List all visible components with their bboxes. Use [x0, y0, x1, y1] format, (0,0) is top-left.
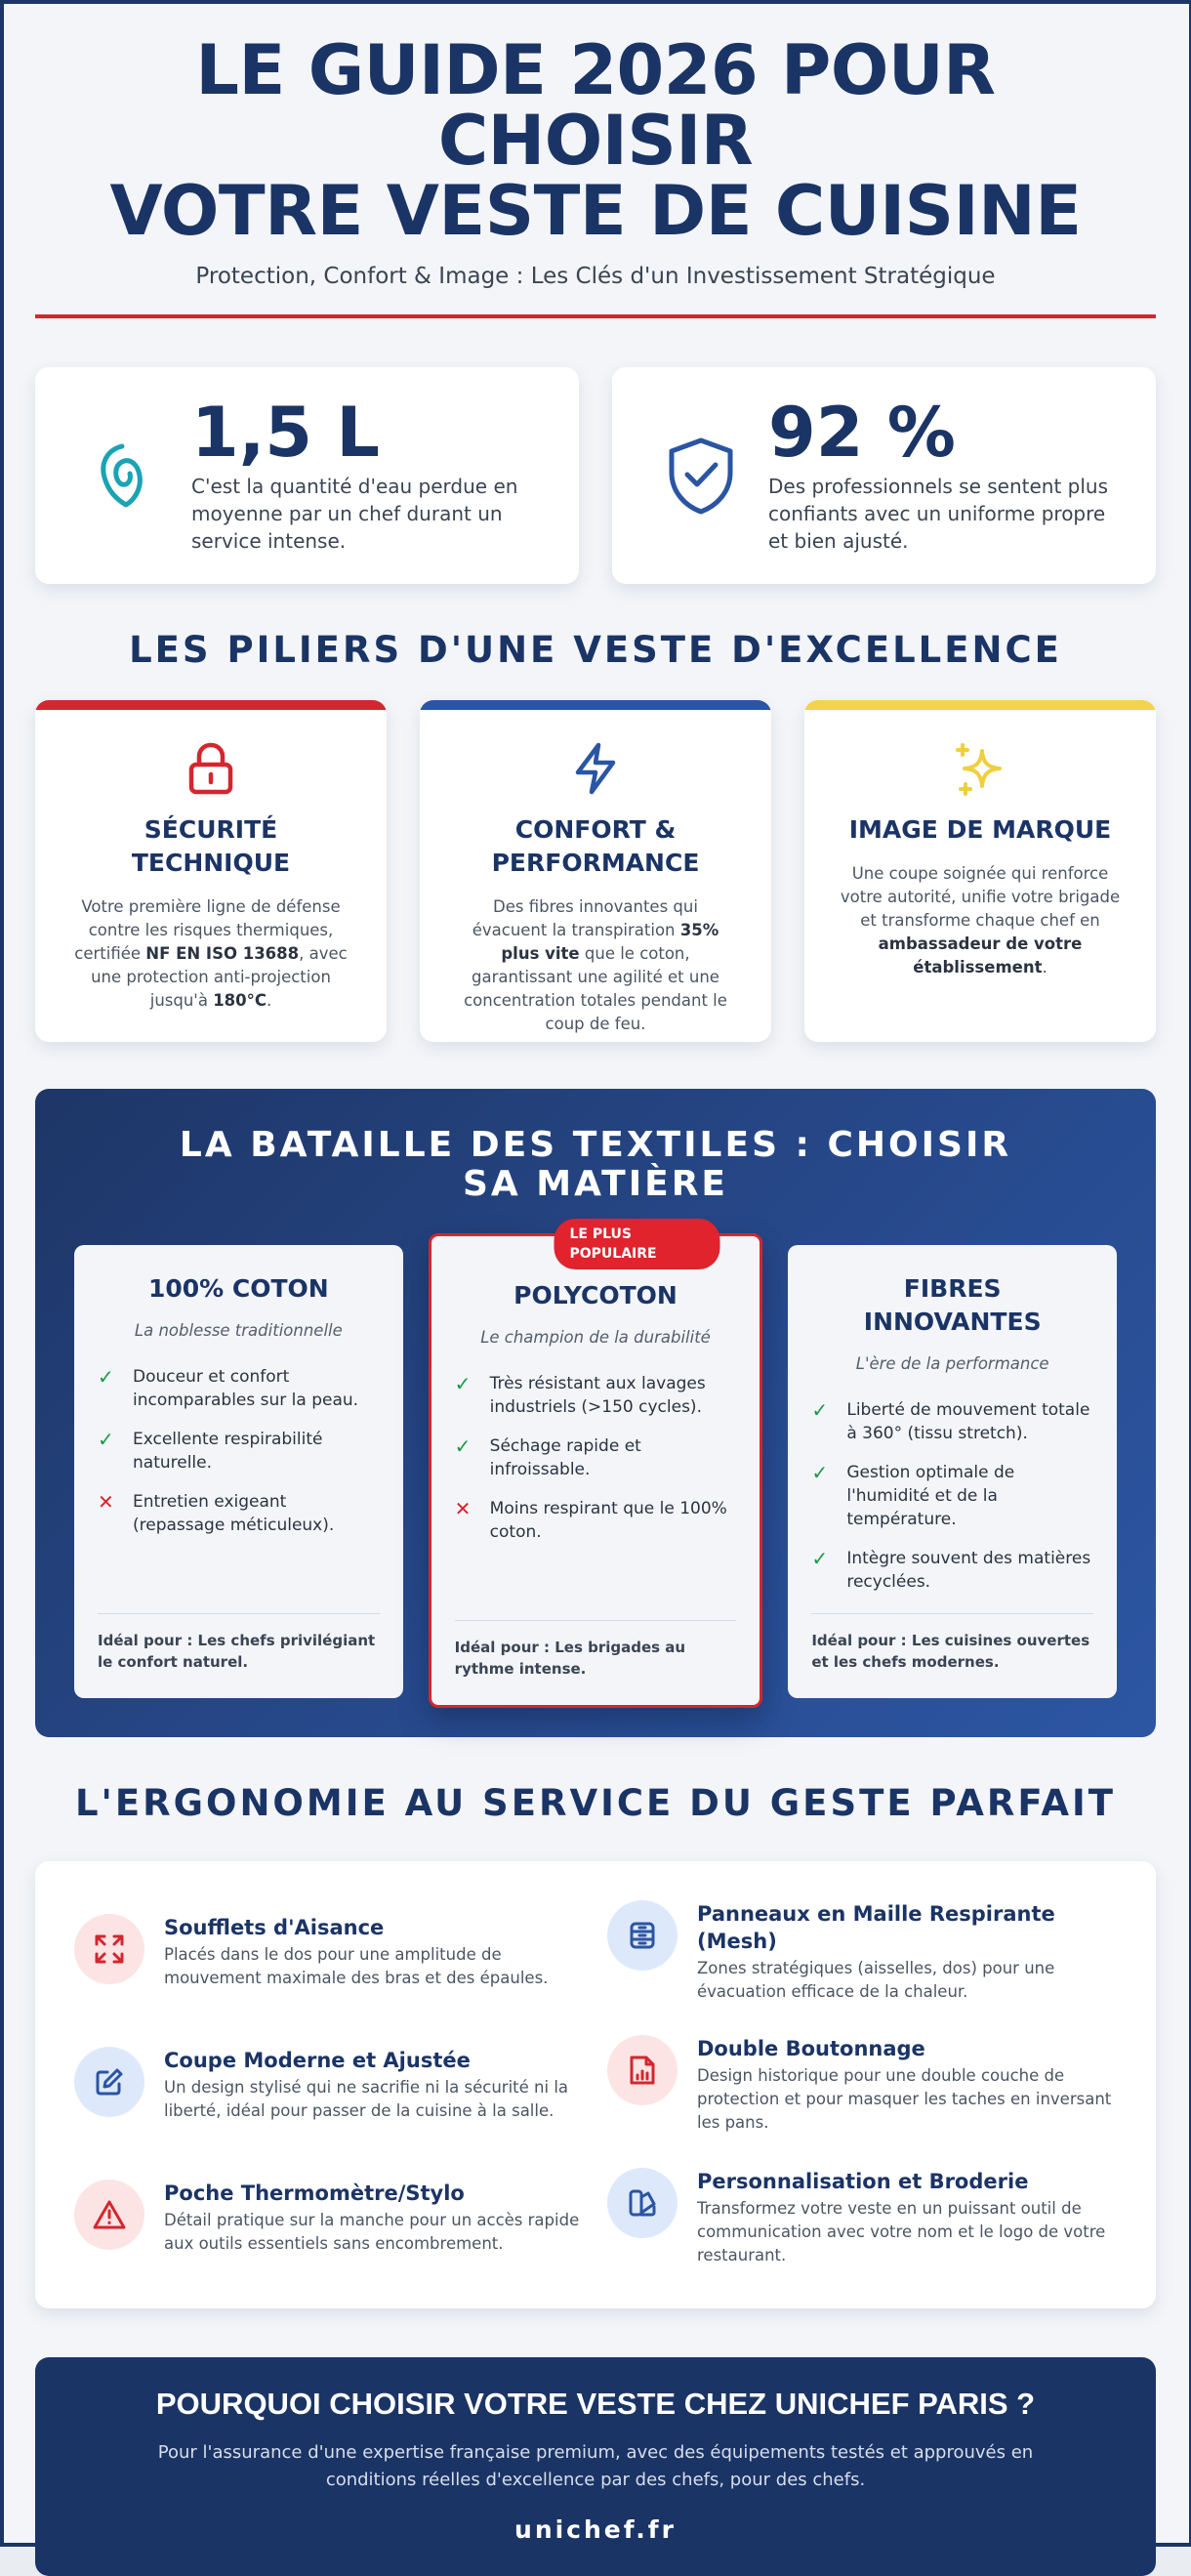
pillar-title: IMAGE DE MARQUE [848, 815, 1112, 844]
pillar-accent-bar [804, 700, 1156, 710]
list-item: ✓ Séchage rapide et infroissable. [454, 1434, 641, 1479]
textile-subtitle: L'ère de la performance [855, 1354, 1049, 1373]
title-line-2: VOTRE VESTE DE CUISINE [109, 171, 1082, 251]
textile-points [811, 1398, 1093, 1594]
edit-pen-icon [74, 2047, 144, 2117]
pillar-text: Une coupe soignée qui renforce votre autorité, unifie votre brigade et transforme chaque chef en ambassadeur de votre établissement. [840, 864, 1121, 976]
textile-subtitle: La noblesse traditionnelle [134, 1321, 343, 1340]
stat-text: Des professionnels se sentent plus confiants avec un uniforme propre et bien ajusté. [768, 475, 1109, 553]
textile-ideal: Idéal pour : Les chefs privilégiant le confort naturel. [98, 1613, 380, 1673]
mesh-panel-icon [607, 1900, 678, 1971]
check-icon: ✓ [811, 1461, 829, 1484]
page-content [35, 4, 1156, 2576]
list-item: ✓ Liberté de mouvement totale à 360° (tissu stretch). [811, 1398, 1090, 1443]
stats-row [35, 367, 1156, 584]
cross-icon: ✕ [454, 1497, 472, 1520]
page-subtitle: Protection, Confort & Image : Les Clés d'un Investissement Stratégique [195, 264, 996, 289]
warning-triangle-icon [74, 2180, 144, 2250]
sparkles-icon [953, 741, 1007, 796]
list-item: ✓ Intègre souvent des matières recyclées. [811, 1547, 1091, 1592]
ergo-text: Détail pratique sur la manche pour un accès rapide aux outils essentiels sans encombrement. [164, 2211, 580, 2253]
pillars-heading: LES PILIERS D'UNE VESTE D'EXCELLENCE [129, 629, 1062, 671]
ergo-title: Soufflets d'Aisance [164, 1916, 385, 1939]
water-drop-icon [84, 436, 164, 516]
ergo-text: Placés dans le dos pour une amplitude de mouvement maximale des bras et des épaules. [164, 1945, 549, 1987]
pillar-card-comfort [420, 700, 771, 1042]
stat-value: 92 % [768, 393, 956, 473]
textile-cards [74, 1226, 1117, 1708]
textile-ideal: Idéal pour : Les cuisines ouvertes et les chefs modernes. [811, 1613, 1093, 1673]
textiles-section [35, 1089, 1156, 1737]
ergo-title: Coupe Moderne et Ajustée [164, 2049, 471, 2072]
list-item: ✓ Excellente respirabilité naturelle. [98, 1428, 323, 1473]
check-icon: ✓ [454, 1434, 472, 1458]
textile-card-innovative [788, 1245, 1117, 1698]
lock-icon [184, 741, 238, 796]
stat-text: C'est la quantité d'eau perdue en moyenne par un chef durant un service intense. [191, 475, 518, 553]
ergo-text: Zones stratégiques (aisselles, dos) pour une évacuation efficace de la chaleur. [697, 1959, 1055, 2001]
swatch-icon [607, 2168, 678, 2238]
ergo-title: Poche Thermomètre/Stylo [164, 2181, 465, 2205]
check-icon: ✓ [98, 1365, 114, 1389]
list-item: ✓ Très résistant aux lavages industriels (>150 cycles). [454, 1372, 706, 1417]
cta-link[interactable]: unichef.fr [514, 2515, 677, 2544]
textile-card-polycoton [429, 1226, 763, 1708]
ergo-text: Un design stylisé qui ne sacrifie ni la sécurité ni la liberté, idéal pour passer de la cuisine à la salle. [164, 2078, 569, 2120]
pillar-card-brand [804, 700, 1156, 1042]
page-title [35, 30, 1156, 251]
ergo-item-gussets [74, 1914, 582, 1990]
pillar-title: CONFORT & PERFORMANCE [491, 815, 700, 877]
ergo-item-embroidery [607, 2168, 1115, 2267]
textile-points [98, 1365, 380, 1537]
textiles-heading: LA BATAILLE DES TEXTILES : CHOISIR SA MATIÈRE [179, 1125, 1012, 1204]
ergonomics-heading: L'ERGONOMIE AU SERVICE DU GESTE PARFAIT [74, 1782, 1117, 1824]
ergo-item-cut [74, 2047, 582, 2123]
cta-banner [35, 2357, 1156, 2576]
title-line-1: LE GUIDE 2026 POUR CHOISIR [195, 30, 996, 181]
textile-ideal: Idéal pour : Les brigades au rythme intense. [455, 1620, 737, 1680]
lightning-icon [568, 741, 623, 796]
popular-badge: LE PLUS POPULAIRE [554, 1219, 720, 1269]
ergo-text: Design historique pour une double couche de protection et pour masquer les taches en inversant les pans. [697, 2066, 1112, 2132]
ergo-title: Panneaux en Maille Respirante (Mesh) [697, 1902, 1055, 1953]
textile-points [455, 1372, 737, 1544]
pillar-text: Des fibres innovantes qui évacuent la transpiration 35% plus vite que le coton, garantissant une agilité et une concentration totales pendant le coup de feu. [464, 897, 727, 1033]
pillars-row [35, 700, 1156, 1042]
ergo-item-mesh [607, 1900, 1115, 2004]
cross-icon: ✕ [98, 1490, 114, 1514]
list-item: ✓ Gestion optimale de l'humidité et de la température. [811, 1461, 1015, 1529]
textile-card-cotton [74, 1245, 403, 1698]
list-item: ✕ Entretien exigeant (repassage méticuleux). [98, 1490, 335, 1535]
shield-check-icon [661, 436, 741, 516]
pillar-accent-bar [35, 700, 387, 710]
pillar-card-security [35, 700, 387, 1042]
textile-title: FIBRES INNOVANTES [863, 1274, 1042, 1336]
ergo-item-pocket [74, 2180, 582, 2256]
stat-card-confidence [612, 367, 1156, 584]
pillar-accent-bar [420, 700, 771, 710]
expand-arrows-icon [74, 1914, 144, 1984]
ergo-title: Personnalisation et Broderie [697, 2170, 1029, 2193]
textile-title: 100% COTON [147, 1274, 329, 1303]
cta-text: Pour l'assurance d'une expertise française premium, avec des équipements testés et approuvés en conditions réelles d'excellence par des chefs, pour des chefs. [157, 2442, 1034, 2490]
pillar-text: Votre première ligne de défense contre les risques thermiques, certifiée NF EN ISO 13688, avec une protection anti-projection jusqu'à 180°C. [74, 897, 348, 1010]
cta-heading: POURQUOI CHOISIR VOTRE VESTE CHEZ UNICHEF PARIS ? [155, 2387, 1036, 2421]
list-item: ✕ Moins respirant que le 100% coton. [454, 1497, 727, 1542]
pillar-title: SÉCURITÉ TECHNIQUE [131, 815, 291, 877]
check-icon: ✓ [811, 1547, 829, 1570]
ergo-title: Double Boutonnage [697, 2037, 925, 2060]
header-divider [35, 314, 1156, 318]
ergo-text: Transformez votre veste en un puissant outil de communication avec votre nom et le logo de votre restaurant. [697, 2199, 1106, 2264]
stat-value: 1,5 L [191, 393, 380, 473]
textile-subtitle: Le champion de la durabilité [480, 1328, 711, 1347]
check-icon: ✓ [811, 1398, 829, 1422]
check-icon: ✓ [454, 1372, 472, 1395]
ergonomics-card [35, 1861, 1156, 2308]
check-icon: ✓ [98, 1428, 114, 1451]
document-chart-icon [607, 2035, 678, 2105]
list-item: ✓ Douceur et confort incomparables sur la peau. [98, 1365, 359, 1410]
ergo-item-double-button [607, 2035, 1115, 2135]
textile-title: POLYCOTON [513, 1281, 678, 1309]
stat-card-water [35, 367, 579, 584]
